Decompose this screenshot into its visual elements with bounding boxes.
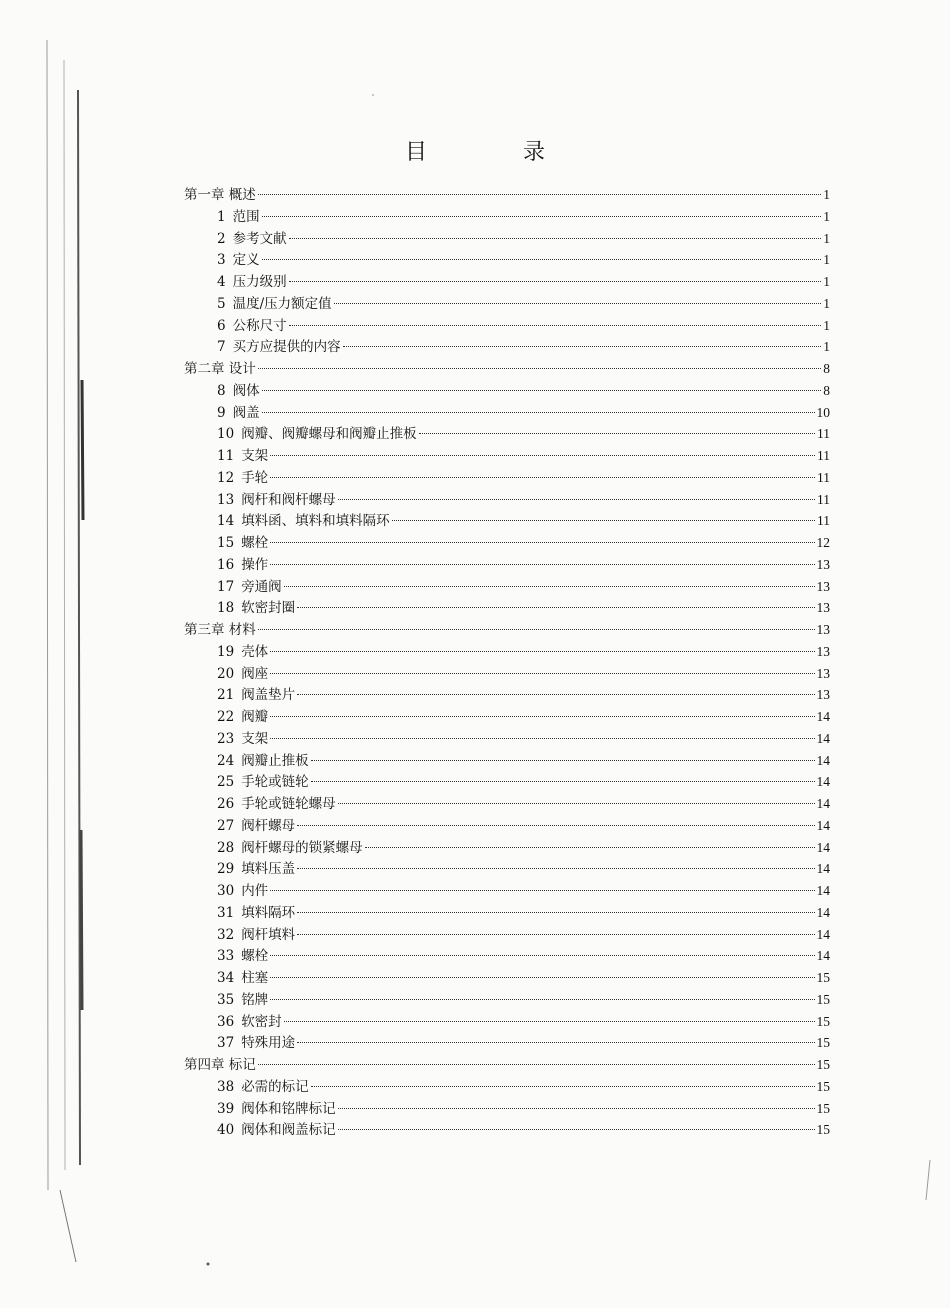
toc-entry-number: 31 [217, 904, 235, 921]
dot-leader [419, 433, 815, 434]
toc-entry-number: 6 [217, 317, 226, 334]
toc-entry-number: 10 [217, 426, 235, 443]
dot-leader [297, 1042, 814, 1043]
dot-leader [270, 477, 815, 478]
toc-entry-label: 螺栓 [241, 535, 269, 551]
toc-entry-title [217, 272, 287, 294]
toc-entry-title [217, 490, 336, 512]
toc-entry-label: 参考文献 [232, 230, 287, 247]
toc-section-entry[interactable] [184, 880, 830, 902]
toc-section-entry[interactable] [184, 837, 830, 859]
toc-entry-label: 软密封 [241, 1013, 282, 1030]
toc-section-entry[interactable] [184, 945, 830, 967]
dot-leader [258, 368, 821, 369]
toc-page-number: 1 [823, 208, 830, 224]
toc-entry-number: 2 [217, 230, 226, 247]
toc-page-number: 14 [816, 861, 830, 877]
toc-page-number: 14 [816, 752, 830, 768]
toc-entry-label: 手轮 [241, 469, 269, 486]
toc-entry-title [217, 316, 287, 338]
toc-page-number: 13 [816, 622, 830, 637]
toc-entry-label: 第三章 材料 [184, 622, 256, 638]
toc-entry-title [184, 620, 256, 642]
dot-leader [270, 890, 814, 891]
toc-entry-label: 第一章 概述 [184, 187, 256, 203]
toc-section-entry[interactable] [184, 858, 830, 880]
toc-entry-label: 填料压盖 [241, 861, 296, 878]
toc-section-entry[interactable] [184, 293, 830, 315]
dot-leader [284, 1021, 815, 1022]
dot-leader [311, 1086, 815, 1087]
dot-leader [270, 738, 814, 739]
toc-page-number: 14 [816, 730, 830, 746]
toc-entry-title [217, 403, 260, 425]
dot-leader [270, 542, 814, 543]
toc-page-number: 15 [816, 1122, 830, 1138]
toc-page-number: 11 [817, 426, 830, 442]
dot-leader [289, 238, 822, 239]
dot-leader [392, 520, 815, 521]
toc-entry-label: 螺栓 [241, 948, 269, 965]
dot-leader [297, 912, 814, 913]
toc-entry-label: 阀体和阀盖标记 [241, 1122, 336, 1139]
toc-entry-number: 34 [217, 970, 235, 986]
toc-entry-number: 12 [217, 469, 235, 486]
toc-section-entry[interactable] [184, 663, 830, 685]
toc-section-entry[interactable] [184, 750, 830, 772]
toc-section-entry[interactable] [184, 336, 830, 358]
toc-entry-number: 40 [217, 1122, 235, 1139]
toc-entry-number: 13 [217, 491, 235, 508]
page-title [0, 135, 950, 166]
toc-entry-label: 温度/压力额定值 [232, 295, 332, 312]
toc-entry-number: 8 [217, 382, 226, 399]
toc-entry-title [217, 707, 268, 729]
toc-section-entry[interactable] [184, 228, 830, 250]
toc-entry-label: 壳体 [241, 643, 269, 660]
toc-entry-label: 阀瓣 [241, 709, 269, 725]
toc-section-entry[interactable] [184, 576, 830, 598]
dot-leader [262, 412, 815, 413]
dot-leader [297, 607, 814, 608]
toc-entry-number: 29 [217, 861, 235, 878]
toc-entry-title [217, 577, 282, 599]
toc-entry-number: 19 [217, 643, 235, 660]
toc-page-number: 13 [816, 643, 830, 659]
toc-entry-title [217, 533, 268, 555]
toc-chapter-entry[interactable] [184, 358, 830, 380]
toc-entry-number: 27 [217, 817, 235, 834]
toc-page-number: 1 [823, 230, 830, 246]
toc-entry-title [217, 664, 268, 686]
toc-entry-title [217, 729, 268, 751]
toc-entry-label: 必需的标记 [241, 1078, 309, 1095]
toc-entry-title [217, 772, 309, 794]
toc-section-entry[interactable] [184, 1032, 830, 1054]
toc-page-number: 14 [816, 817, 830, 833]
dot-leader [297, 694, 814, 695]
toc-entry-number: 20 [217, 665, 235, 682]
toc-entry-title [217, 511, 390, 533]
toc-entry-label: 阀体 [232, 382, 260, 399]
toc-chapter-entry[interactable] [184, 619, 830, 641]
toc-entry-number: 32 [217, 926, 235, 943]
toc-entry-label: 第四章 标记 [184, 1057, 256, 1073]
toc-entry-number: 33 [217, 948, 235, 965]
toc-entry-number: 30 [217, 883, 235, 899]
toc-entry-label: 定义 [232, 252, 260, 269]
toc-entry-label: 公称尺寸 [232, 317, 287, 334]
toc-entry-title [217, 794, 336, 816]
dot-leader [258, 194, 821, 195]
toc-entry-number: 22 [217, 709, 235, 725]
toc-section-entry[interactable] [184, 315, 830, 337]
toc-entry-label: 手轮或链轮螺母 [241, 796, 336, 812]
toc-page-number: 1 [823, 317, 830, 333]
toc-entry-number: 28 [217, 839, 235, 856]
dot-leader [270, 955, 814, 956]
toc-page-number: 8 [823, 361, 830, 376]
toc-entry-label: 手轮或链轮 [241, 774, 309, 791]
toc-entry-number: 25 [217, 774, 235, 791]
toc-section-entry[interactable] [184, 989, 830, 1011]
toc-entry-label: 阀杆螺母 [241, 817, 296, 834]
toc-page-number: 12 [816, 535, 830, 550]
toc-entry-title [184, 185, 256, 207]
toc-entry-label: 内件 [241, 883, 269, 899]
toc-entry-title [217, 337, 341, 359]
toc-entry-label: 填料函、填料和填料隔环 [241, 513, 390, 530]
dot-leader [338, 499, 815, 500]
toc-page-number: 13 [816, 665, 830, 681]
toc-entry-title [217, 424, 417, 446]
dot-leader [270, 716, 814, 717]
toc-entry-title [184, 1055, 256, 1077]
dot-leader [311, 781, 815, 782]
dot-leader [338, 803, 815, 804]
toc-entry-label: 阀座 [241, 665, 269, 682]
table-of-contents [184, 184, 830, 1141]
toc-section-entry[interactable] [184, 1076, 830, 1098]
toc-section-entry[interactable] [184, 510, 830, 532]
dot-leader [284, 586, 815, 587]
dot-leader [270, 999, 814, 1000]
toc-entry-title [217, 816, 295, 838]
toc-entry-number: 35 [217, 991, 235, 1008]
toc-entry-title [217, 294, 332, 316]
toc-page-number: 1 [823, 252, 830, 268]
toc-entry-number: 24 [217, 752, 235, 769]
toc-entry-title [217, 946, 268, 968]
toc-section-entry[interactable] [184, 402, 830, 424]
toc-entry-number: 9 [217, 404, 226, 421]
toc-page-number: 1 [823, 274, 830, 289]
toc-entry-label: 范围 [232, 208, 260, 225]
toc-page-number: 13 [816, 578, 830, 594]
toc-entry-number: 3 [217, 252, 226, 269]
toc-entry-title [217, 468, 268, 490]
dot-leader [289, 281, 822, 282]
toc-page-number: 14 [816, 904, 830, 920]
toc-entry-number: 11 [217, 448, 235, 464]
toc-entry-number: 14 [217, 513, 235, 530]
toc-entry-label: 阀体和铭牌标记 [241, 1100, 336, 1117]
toc-entry-title [217, 685, 295, 707]
toc-page-number: 1 [823, 339, 830, 355]
toc-page-number: 14 [816, 883, 830, 898]
dot-leader [343, 346, 822, 347]
toc-entry-title [217, 229, 287, 251]
toc-page-number: 15 [816, 1057, 830, 1072]
toc-entry-number: 7 [217, 339, 226, 356]
toc-page-number: 14 [816, 926, 830, 942]
dot-leader [270, 977, 814, 978]
toc-entry-title [217, 250, 260, 272]
toc-entry-title [217, 1012, 282, 1034]
dot-leader [289, 325, 822, 326]
toc-section-entry[interactable] [184, 532, 830, 554]
dot-leader [338, 1129, 815, 1130]
toc-entry-title [217, 838, 363, 860]
toc-page-number: 1 [823, 187, 830, 202]
toc-entry-number: 38 [217, 1078, 235, 1095]
toc-entry-label: 柱塞 [241, 970, 269, 986]
toc-entry-number: 26 [217, 796, 235, 812]
dot-leader [297, 825, 814, 826]
toc-entry-label: 支架 [241, 730, 269, 747]
toc-section-entry[interactable] [184, 445, 830, 467]
toc-section-entry[interactable] [184, 793, 830, 815]
toc-entry-label: 阀瓣止推板 [241, 752, 309, 769]
toc-entry-title [217, 968, 268, 990]
toc-page-number: 11 [817, 491, 830, 507]
toc-page-number: 11 [817, 513, 830, 529]
toc-entry-title [184, 359, 256, 381]
dot-leader [270, 651, 814, 652]
toc-page-number: 11 [817, 469, 830, 485]
title-char-left: 目 [404, 140, 427, 165]
toc-entry-number: 39 [217, 1100, 235, 1117]
toc-entry-title [217, 1077, 309, 1099]
toc-entry-title [217, 751, 309, 773]
toc-entry-title [217, 903, 295, 925]
toc-section-entry[interactable] [184, 467, 830, 489]
toc-entry-title [217, 1120, 336, 1142]
dot-leader [311, 760, 815, 761]
toc-page-number: 10 [816, 404, 830, 420]
toc-section-entry[interactable] [184, 1011, 830, 1033]
dot-leader [270, 673, 814, 674]
toc-page-number: 14 [816, 709, 830, 724]
dot-leader [270, 455, 815, 456]
toc-entry-label: 填料隔环 [241, 904, 296, 921]
toc-page-number: 1 [823, 295, 830, 311]
toc-entry-number: 21 [217, 687, 235, 704]
toc-entry-label: 阀杆螺母的锁紧螺母 [241, 839, 363, 856]
toc-entry-number: 5 [217, 295, 226, 312]
toc-section-entry[interactable] [184, 271, 830, 293]
dot-leader [262, 216, 822, 217]
toc-entry-title [217, 598, 295, 620]
toc-entry-number: 1 [217, 208, 226, 225]
toc-page-number: 14 [816, 839, 830, 855]
toc-entry-label: 特殊用途 [241, 1035, 296, 1052]
dot-leader [270, 564, 814, 565]
toc-entry-label: 阀盖 [232, 404, 260, 421]
toc-entry-number: 23 [217, 730, 235, 747]
toc-entry-number: 17 [217, 578, 235, 595]
toc-entry-label: 铭牌 [241, 991, 269, 1008]
dot-leader [258, 1064, 815, 1065]
toc-entry-number: 18 [217, 600, 235, 617]
toc-section-entry[interactable] [184, 902, 830, 924]
toc-entry-label: 操作 [241, 556, 269, 573]
dot-leader [258, 629, 815, 630]
toc-entry-title [217, 859, 295, 881]
toc-entry-title [217, 381, 260, 403]
toc-page-number: 15 [816, 1035, 830, 1051]
toc-page-number: 11 [817, 448, 830, 463]
toc-entry-title [217, 555, 268, 577]
toc-entry-label: 压力级别 [232, 274, 287, 290]
dot-leader [262, 390, 822, 391]
toc-entry-label: 阀杆和阀杆螺母 [241, 491, 336, 508]
toc-entry-label: 旁通阀 [241, 578, 282, 595]
toc-entry-label: 支架 [241, 448, 269, 464]
toc-section-entry[interactable] [184, 706, 830, 728]
toc-chapter-entry[interactable] [184, 1054, 830, 1076]
toc-page-number: 14 [816, 774, 830, 790]
toc-entry-label: 阀瓣、阀瓣螺母和阀瓣止推板 [241, 426, 417, 443]
toc-page-number: 15 [816, 1078, 830, 1094]
toc-entry-title [217, 881, 268, 903]
toc-page-number: 15 [816, 991, 830, 1007]
toc-section-entry[interactable] [184, 423, 830, 445]
toc-section-entry[interactable] [184, 489, 830, 511]
toc-section-entry[interactable] [184, 815, 830, 837]
toc-section-entry[interactable] [184, 1119, 830, 1141]
toc-page-number: 14 [816, 796, 830, 811]
toc-entry-title [217, 1099, 336, 1121]
toc-entry-label: 买方应提供的内容 [232, 339, 341, 356]
toc-entry-title [217, 990, 268, 1012]
toc-chapter-entry[interactable] [184, 184, 830, 206]
dot-leader [262, 259, 822, 260]
toc-entry-title [217, 925, 295, 947]
toc-entry-title [217, 642, 268, 664]
toc-entry-label: 阀盖垫片 [241, 687, 296, 704]
toc-entry-label: 第二章 设计 [184, 361, 256, 377]
toc-entry-title [217, 1033, 295, 1055]
toc-entry-number: 36 [217, 1013, 235, 1030]
dot-leader [297, 934, 814, 935]
toc-entry-title [217, 207, 260, 229]
toc-entry-number: 16 [217, 556, 235, 573]
toc-entry-label: 软密封圈 [241, 600, 296, 617]
toc-section-entry[interactable] [184, 641, 830, 663]
toc-section-entry[interactable] [184, 1098, 830, 1120]
toc-section-entry[interactable] [184, 924, 830, 946]
toc-section-entry[interactable] [184, 967, 830, 989]
dot-leader [365, 847, 815, 848]
toc-entry-number: 37 [217, 1035, 235, 1052]
toc-entry-number: 4 [217, 274, 226, 290]
toc-section-entry[interactable] [184, 554, 830, 576]
toc-section-entry[interactable] [184, 597, 830, 619]
toc-page-number: 15 [816, 1100, 830, 1116]
toc-page-number: 15 [816, 1013, 830, 1029]
toc-page-number: 13 [816, 687, 830, 703]
toc-page-number: 8 [823, 382, 830, 398]
toc-page-number: 13 [816, 556, 830, 572]
toc-section-entry[interactable] [184, 771, 830, 793]
toc-entry-title [217, 446, 268, 468]
toc-section-entry[interactable] [184, 728, 830, 750]
toc-section-entry[interactable] [184, 206, 830, 228]
toc-entry-number: 15 [217, 535, 235, 551]
dot-leader [334, 303, 822, 304]
dot-leader [297, 868, 814, 869]
title-char-right: 录 [523, 140, 546, 165]
toc-page-number: 15 [816, 970, 830, 985]
toc-page-number: 14 [816, 948, 830, 964]
toc-entry-label: 阀杆填料 [241, 926, 296, 943]
toc-section-entry[interactable] [184, 684, 830, 706]
toc-section-entry[interactable] [184, 249, 830, 271]
dot-leader [338, 1108, 815, 1109]
toc-section-entry[interactable] [184, 380, 830, 402]
toc-page-number: 13 [816, 600, 830, 616]
